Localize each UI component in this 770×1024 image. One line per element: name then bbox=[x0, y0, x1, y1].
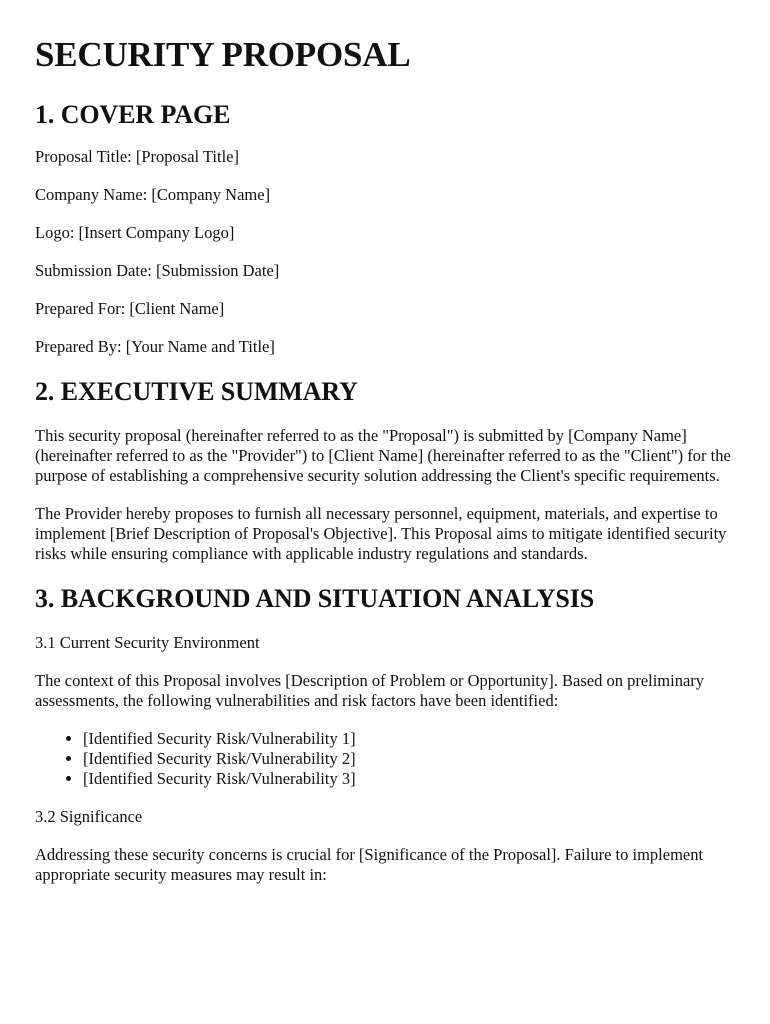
cover-fields bbox=[35, 147, 735, 357]
document-title: SECURITY PROPOSAL bbox=[35, 35, 411, 74]
company-name-field: Company Name: [Company Name] bbox=[35, 185, 271, 204]
cover-section bbox=[35, 99, 735, 357]
executive-summary-paragraph: This security proposal (hereinafter referred to as the "Proposal") is submitted by [Company Name] (hereinafter referred to as the "Provider") to [Client Name] (hereinafter referred to as the "Client") for the purpose of establishing a comprehensive security solution addressing the Client's specific requirements. bbox=[35, 426, 731, 485]
submission-date-field: Submission Date: [Submission Date] bbox=[35, 261, 280, 280]
prepared-by-field: Prepared By: [Your Name and Title] bbox=[35, 337, 275, 356]
risk-list-item: • [Identified Security Risk/Vulnerability 3] bbox=[83, 769, 735, 789]
background-section bbox=[35, 583, 735, 885]
logo-field: Logo: [Insert Company Logo] bbox=[35, 223, 235, 242]
risk-list bbox=[35, 729, 735, 789]
executive-summary-heading: 2. EXECUTIVE SUMMARY bbox=[35, 377, 358, 406]
subsection-significance: 3.2 Significance bbox=[35, 807, 143, 826]
background-heading: 3. BACKGROUND AND SITUATION ANALYSIS bbox=[35, 584, 595, 613]
proposal-title-field: Proposal Title: [Proposal Title] bbox=[35, 147, 240, 166]
cover-heading: 1. COVER PAGE bbox=[35, 100, 231, 129]
context-paragraph: The context of this Proposal involves [Description of Problem or Opportunity]. Based on preliminary assessments, the following vulnerabilities and risk factors have been identified: bbox=[35, 671, 705, 710]
executive-summary-paragraph: The Provider hereby proposes to furnish all necessary personnel, equipment, materials, and expertise to implement [Brief Description of Proposal's Objective]. This Proposal aims to mitigate identified security risks while ensuring compliance with applicable industry regulations and standards. bbox=[35, 504, 727, 563]
subsection-current-environment: 3.1 Current Security Environment bbox=[35, 633, 260, 652]
prepared-for-field: Prepared For: [Client Name] bbox=[35, 299, 225, 318]
significance-paragraph: Addressing these security concerns is crucial for [Significance of the Proposal]. Failure to implement appropriate security measures may result in: bbox=[35, 845, 704, 884]
executive-summary-section bbox=[35, 376, 735, 564]
risk-list-item: • [Identified Security Risk/Vulnerability 1] bbox=[83, 729, 735, 749]
risk-list-item: • [Identified Security Risk/Vulnerability 2] bbox=[83, 749, 735, 769]
